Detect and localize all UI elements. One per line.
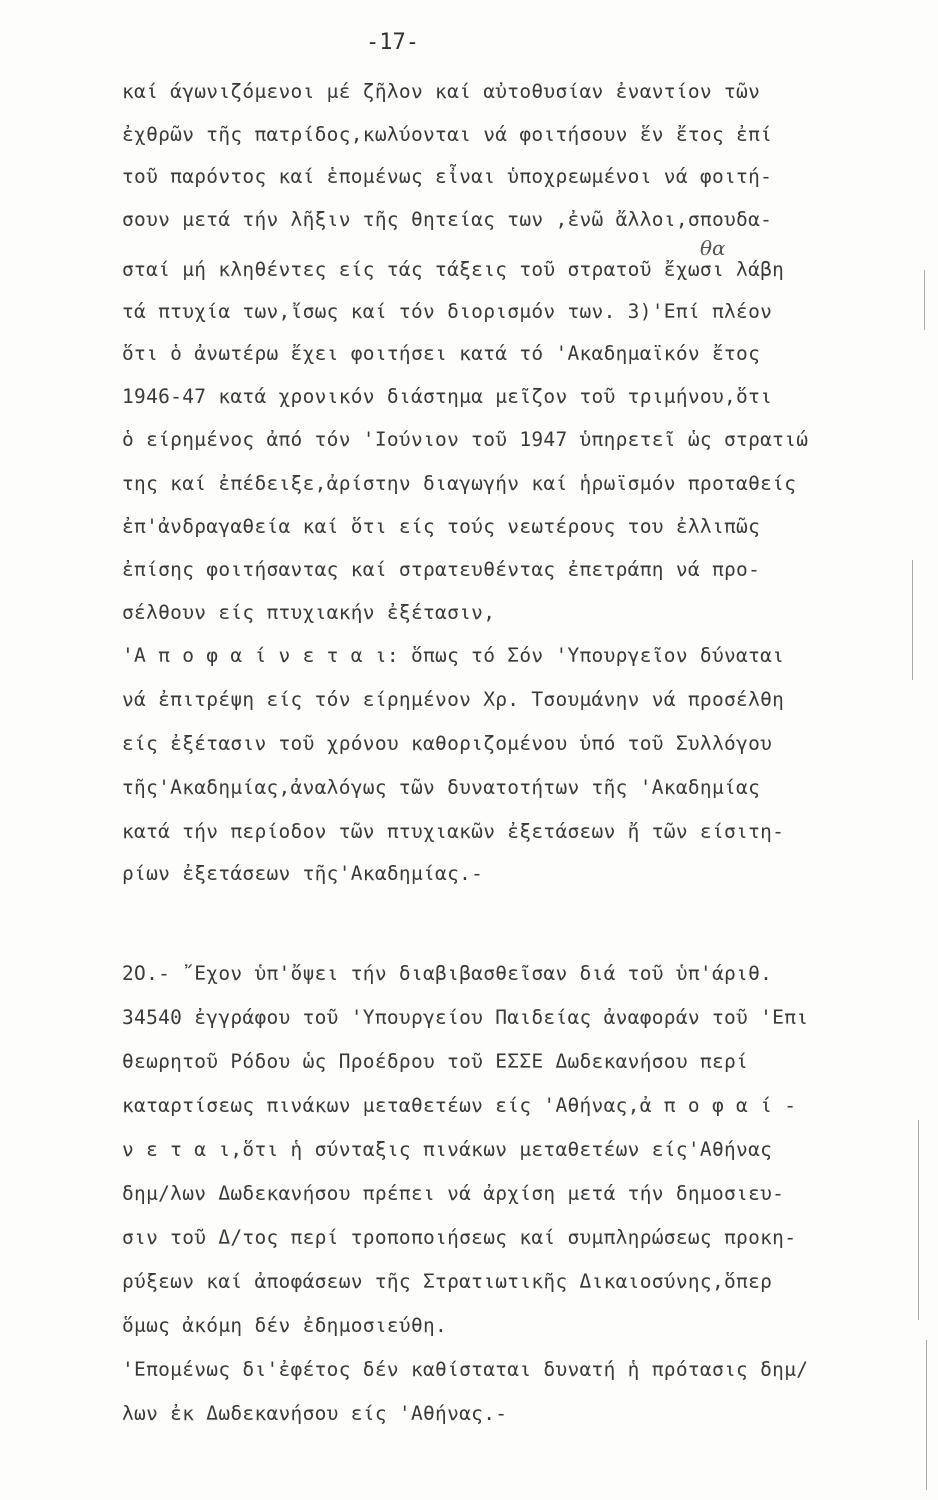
- text-line: είς ἐξέτασιν τοῦ χρόνου καθοριζομένου ὑπό τοῦ Συλλόγου: [122, 732, 773, 755]
- text-line: ἐχθρῶν τῆς πατρίδος,κωλύονται νά φοιτήσουν ἕν ἔτος ἐπί: [122, 123, 773, 146]
- text-line: τοῦ παρόντος καί ἑπομένως εἶναι ὑποχρεωμένοι νά φοιτή-: [122, 165, 773, 188]
- text-line: σταί μή κληθέντες είς τάς τάξεις τοῦ στρατοῦ ἔχωσι λάβη: [122, 258, 785, 281]
- text-line: τῆς'Ακαδημίας,ἀναλόγως τῶν δυνατοτήτων τῆς 'Ακαδημίας: [122, 776, 761, 799]
- text-line: της καί ἐπέδειξε,ἀρίστην διαγωγήν καί ἡρωϊσμόν προταθείς: [122, 472, 797, 495]
- margin-line: [918, 1120, 919, 1320]
- text-line: λων ἐκ Δωδεκανήσου είς 'Αθήνας.-: [122, 1402, 508, 1425]
- text-line: ὅτι ὁ ἀνωτέρω ἔχει φοιτήσει κατά τό 'Ακαδημαϊκόν ἔτος: [122, 342, 761, 365]
- handwritten-correction: θα: [700, 236, 726, 260]
- text-line: ρύξεων καί ἀποφάσεων τῆς Στρατιωτικῆς Δικαιοσύνης,ὅπερ: [122, 1270, 773, 1293]
- text-line: σουν μετά τήν λῆξιν τῆς θητείας των ,ἐνῶ ἄλλοι,σπουδα-: [122, 208, 773, 231]
- text-line: σέλθουν είς πτυχιακήν ἐξέτασιν,: [122, 601, 496, 624]
- text-line: ν ε τ α ι,ὅτι ἡ σύνταξις πινάκων μεταθετέων είς'Αθήνας: [122, 1138, 773, 1161]
- text-line: ἐπίσης φοιτήσαντας καί στρατευθέντας ἐπετράπη νά προ-: [122, 558, 761, 581]
- text-line: ὁ είρημένος ἀπό τόν 'Ιούνιον τοῦ 1947 ὑπηρετεῖ ὡς στρατιώ: [122, 428, 809, 451]
- text-line: 'Α π ο φ α ί ν ε τ α ι: ὅπως τό Σόν 'Υπουργεῖον δύναται: [122, 644, 785, 667]
- text-line: δημ/λων Δωδεκανήσου πρέπει νά ἀρχίση μετά τήν δημοσιευ-: [122, 1182, 785, 1205]
- text-line: τά πτυχία των,ἴσως καί τόν διορισμόν των. 3)'Επί πλέον: [122, 300, 773, 323]
- text-line: 2Ο.- ῎Εχον ὑπ'ὄψει τήν διαβιβασθεῖσαν διά τοῦ ὑπ'άριθ.: [122, 962, 773, 985]
- text-line: νά ἐπιτρέψη είς τόν είρημένον Χρ. Τσουμάνην νά προσέλθη: [122, 688, 785, 711]
- text-line: ἐπ'ἀνδραγαθεία καί ὅτι είς τούς νεωτέρους του ἐλλιπῶς: [122, 515, 761, 538]
- text-line: ὅμως ἀκόμη δέν ἐδημοσιεύθη.: [122, 1314, 448, 1337]
- text-line: 34540 ἐγγράφου τοῦ 'Υπουργείου Παιδείας ἀναφοράν τοῦ 'Επι: [122, 1006, 809, 1029]
- text-line: θεωρητοῦ Ρόδου ὡς Προέδρου τοῦ ΕΣΣΕ Δωδεκανήσου περί: [122, 1050, 749, 1073]
- text-line: σιν τοῦ Δ/τος περί τροποποιήσεως καί συμπληρώσεως προκη-: [122, 1226, 797, 1249]
- text-line: καταρτίσεως πινάκων μεταθετέων είς 'Αθήνας,ἀ π ο φ α ί -: [122, 1094, 797, 1117]
- text-line: 1946-47 κατά χρονικόν διάστημα μεῖζον τοῦ τριμήνου,ὅτι: [122, 385, 773, 408]
- margin-line: [924, 270, 925, 330]
- margin-line: [912, 560, 913, 680]
- text-line: 'Επομένως δι'ἐφέτος δέν καθίσταται δυνατή ἡ πρότασις δημ/: [122, 1358, 809, 1381]
- text-line: κατά τήν περίοδον τῶν πτυχιακῶν ἐξετάσεων ἤ τῶν είσιτη-: [122, 820, 785, 843]
- margin-line: [926, 1340, 927, 1490]
- text-line: ρίων ἐξετάσεων τῆς'Ακαδημίας.-: [122, 862, 484, 885]
- text-line: καί άγωνιζόμενοι μέ ζῆλον καί αὐτοθυσίαν ἐναντίον τῶν: [122, 80, 761, 103]
- page-number: -17-: [366, 30, 419, 55]
